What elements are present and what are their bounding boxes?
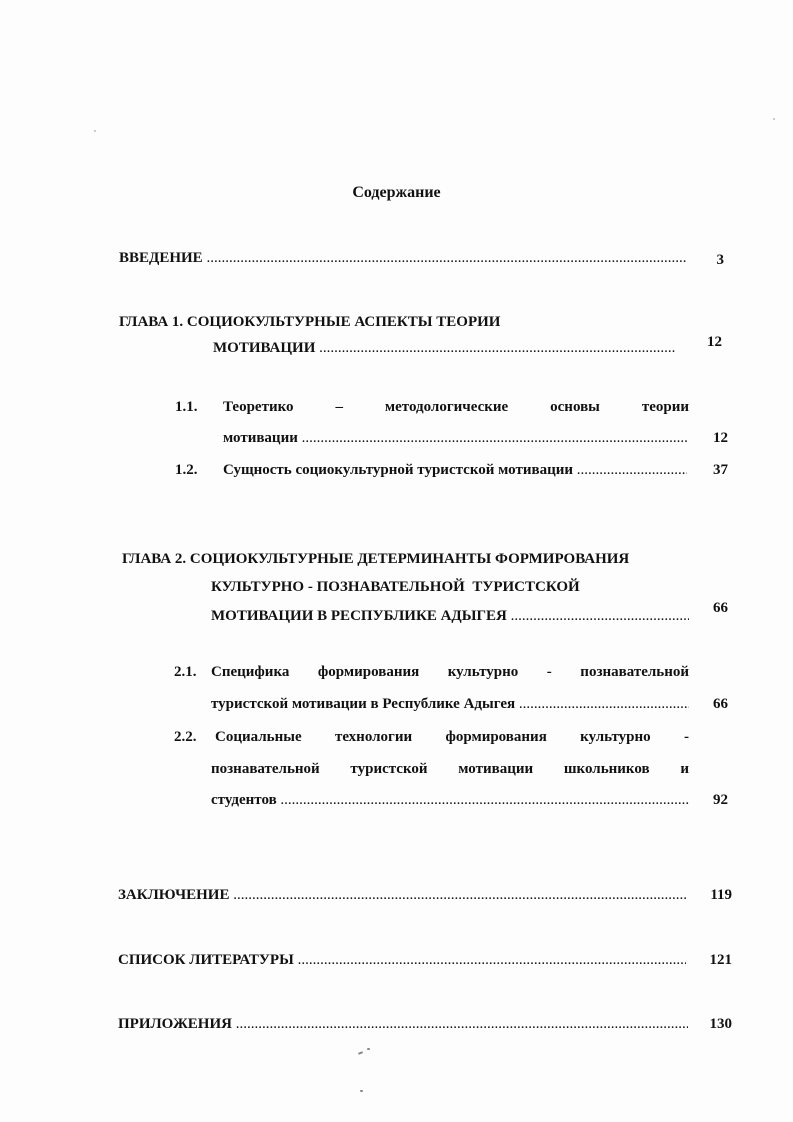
toc-section-2-2-line3: [211, 790, 689, 810]
toc-section-number: 1.1.: [175, 399, 198, 415]
toc-entry-appendices: [118, 1014, 688, 1034]
toc-chapter1-line2: [213, 338, 675, 358]
toc-page-number: 3: [716, 252, 724, 268]
toc-section-2-2-line2: познавательной туристской мотивации школьников и: [211, 761, 689, 777]
toc-page-number: 12: [707, 334, 722, 350]
toc-chapter2-line1: ГЛАВА 2. СОЦИОКУЛЬТУРНЫЕ ДЕТЕРМИНАНТЫ ФОРМИРОВАНИЯ: [122, 551, 630, 567]
toc-section-2-2-line1: Социальные технологии формирования культурно -: [215, 729, 689, 745]
toc-word: –: [335, 399, 343, 415]
toc-entry-intro: [119, 248, 687, 268]
toc-entry-label: ЗАКЛЮЧЕНИЕ: [118, 887, 230, 903]
toc-entry-label: ВВЕДЕНИЕ: [119, 250, 203, 266]
page-title: Содержание: [352, 184, 441, 201]
toc-page-number: 121: [709, 952, 732, 968]
toc-page-number: 119: [710, 887, 732, 903]
scan-speck: [358, 1051, 363, 1055]
toc-page-number: 12: [713, 430, 728, 446]
toc-entry-label: мотивации: [223, 430, 298, 446]
toc-entry-label: МОТИВАЦИИ В РЕСПУБЛИКЕ АДЫГЕЯ: [211, 608, 507, 624]
toc-entry-label: СПИСОК ЛИТЕРАТУРЫ: [118, 952, 294, 968]
toc-page-number: 92: [713, 792, 728, 808]
toc-entry-label: МОТИВАЦИИ: [213, 340, 316, 356]
toc-word: основы: [550, 399, 600, 415]
toc-page-number: 37: [713, 462, 728, 478]
toc-word: теории: [641, 399, 689, 415]
toc-chapter2-line2: КУЛЬТУРНО - ПОЗНАВАТЕЛЬНОЙ ТУРИСТСКОЙ: [211, 579, 580, 595]
toc-entry-label: туристской мотивации в Республике Адыгея: [211, 696, 516, 712]
toc-section-2-1-line2: [211, 694, 689, 714]
toc-section-number: 2.1.: [174, 664, 197, 680]
toc-section-number: 2.2.: [174, 729, 197, 745]
toc-chapter2-line3: [211, 606, 689, 626]
scan-speck: [360, 1090, 363, 1092]
toc-word: Теоретико: [223, 399, 294, 415]
toc-entry-references: [118, 950, 686, 970]
toc-entry-label: ПРИЛОЖЕНИЯ: [118, 1016, 232, 1032]
toc-page-number: 66: [713, 696, 728, 712]
toc-chapter1-line1: ГЛАВА 1. СОЦИОКУЛЬТУРНЫЕ АСПЕКТЫ ТЕОРИИ: [119, 314, 501, 330]
scan-speck: [94, 130, 96, 132]
toc-section-1-2: [223, 460, 687, 480]
toc-page-number: 130: [709, 1016, 732, 1032]
toc-entry-label: студентов: [211, 792, 277, 808]
toc-section-number: 1.2.: [175, 462, 198, 478]
scan-speck: [367, 1048, 370, 1050]
toc-entry-label: Сущность социокультурной туристской мотивации: [223, 462, 574, 478]
scan-speck: [773, 118, 775, 120]
toc-page-number: 66: [713, 600, 728, 616]
toc-section-2-1-line1: Специфика формирования культурно - познавательной: [211, 664, 689, 680]
toc-section-1-1-line1: [223, 397, 689, 417]
toc-entry-conclusion: [118, 885, 686, 905]
toc-word: методологические: [384, 399, 509, 415]
toc-section-1-1-line2: [223, 428, 687, 448]
